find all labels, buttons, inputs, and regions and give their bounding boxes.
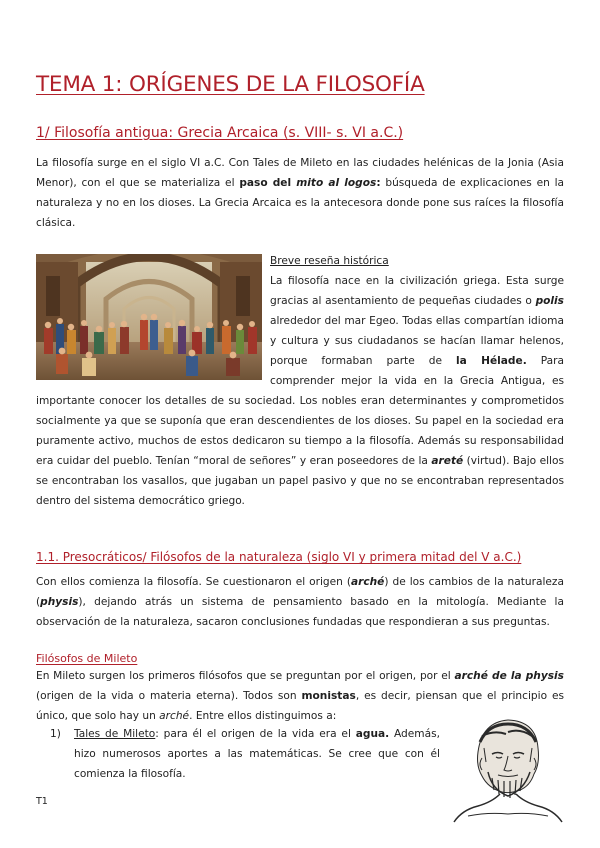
list-item-body: [74, 724, 440, 784]
presocraticos-term-arche: arché: [350, 576, 385, 588]
thales-bust-engraving: [448, 712, 566, 824]
school-of-athens-painting: [36, 254, 262, 380]
intro-bold-1: paso del: [239, 177, 297, 189]
list-item-term-agua: agua.: [355, 728, 390, 740]
mileto-term-arche: arché: [159, 710, 190, 722]
mileto-text-2: (origen de la vida o materia eterna). Todos son: [36, 690, 302, 702]
resena-block: [36, 251, 564, 511]
section-heading-grecia-arcaica: 1/ Filosofía antigua: Grecia Arcaica (s. VIII- s. VI a.C.): [36, 125, 404, 141]
resena-text-1: La filosofía nace en la civilización griega. Esta surge gracias al asentamiento de pequeñas ciudades o: [270, 275, 564, 307]
intro-text-2: búsqueda de explicaciones en la naturaleza y no en los dioses. La Grecia Arcaica es la antecesora donde pone sus raíces la filosofía clásica.: [36, 177, 565, 229]
resena-text-4: (virtud). Bajo ellos se encontraban los vasallos, que jugaban un papel pasivo y que no se encontraban representados dentro del sistema democrático griego.: [36, 455, 564, 507]
section-heading-filosofos-mileto: Filósofos de Mileto: [36, 652, 138, 665]
resena-term-polis: polis: [535, 295, 564, 307]
mileto-text-1: En Mileto surgen los primeros filósofos que se preguntan por el origen, por el: [36, 670, 455, 682]
intro-bold-italic-mito-logos: mito al logos: [296, 177, 377, 189]
resena-term-helade: la Hélade.: [455, 355, 527, 367]
presocraticos-paragraph: [36, 572, 564, 632]
page-footer: T1: [36, 796, 48, 807]
painting-illustration: [36, 254, 262, 380]
mileto-text-3: , es decir, piensan que el principio es único, que solo hay un: [36, 690, 564, 722]
presocraticos-text-1: Con ellos comienza la filosofía. Se cuestionaron el origen (: [36, 576, 351, 588]
intro-text-1: La filosofía surge en el siglo VI a.C. Con Tales de Mileto en las ciudades helénicas de la Jonia (Asia Menor), con el que se materializa el: [36, 157, 564, 189]
intro-bold-colon: :: [376, 177, 381, 189]
intro-paragraph: [36, 153, 564, 233]
resena-heading: Breve reseña histórica: [270, 255, 389, 267]
page-title: TEMA 1: ORÍGENES DE LA FILOSOFÍA: [36, 72, 425, 97]
list-item-text-1: : para él el origen de la vida era el: [155, 728, 356, 740]
resena-term-arete: areté: [431, 455, 464, 467]
resena-text-2: alrededor del mar Egeo. Todas ellas compartían idioma y cultura y sus ciudadanos se hacían llamar helenos, porque formaban parte de: [270, 315, 564, 367]
section-heading-presocraticos: 1.1. Presocráticos/ Filósofos de la naturaleza (siglo VI y primera mitad del V a.C.): [36, 550, 522, 564]
mileto-text-4: . Entre ellos distinguimos a:: [189, 710, 337, 722]
list-number: 1): [50, 728, 61, 740]
presocraticos-text-3: ), dejando atrás un sistema de pensamiento basado en la mitología. Mediante la observación de la naturaleza, sacaron conclusiones fundadas que respondieran a sus preguntas.: [36, 596, 564, 628]
resena-text-3: Para comprender mejor la vida en la Grecia Antigua, es importante conocer los detalles de su sociedad. Los nobles eran determinantes y comprometidos socialmente ya que se suponía que eran descendientes de los dioses. Su papel en la sociedad era puramente activo, muchos de estos dedicaron su tiempo a la filosofía. Además su responsabilidad era cuidar del pueblo. Tenían “moral de señores” y eran poseedores de la: [36, 355, 564, 467]
presocraticos-term-physis: physis: [40, 596, 79, 608]
mileto-term-arche-physis: arché de la physis: [454, 670, 564, 682]
list-item-text-2: Además, hizo numerosos aportes a las matemáticas. Se cree que con él comienza la filosofía.: [74, 728, 440, 780]
mileto-term-monistas: monistas: [301, 690, 356, 702]
list-item: [52, 724, 440, 784]
presocraticos-text-2: ) de los cambios de la naturaleza (: [36, 576, 564, 608]
list-item-name: Tales de Mileto: [74, 728, 156, 740]
